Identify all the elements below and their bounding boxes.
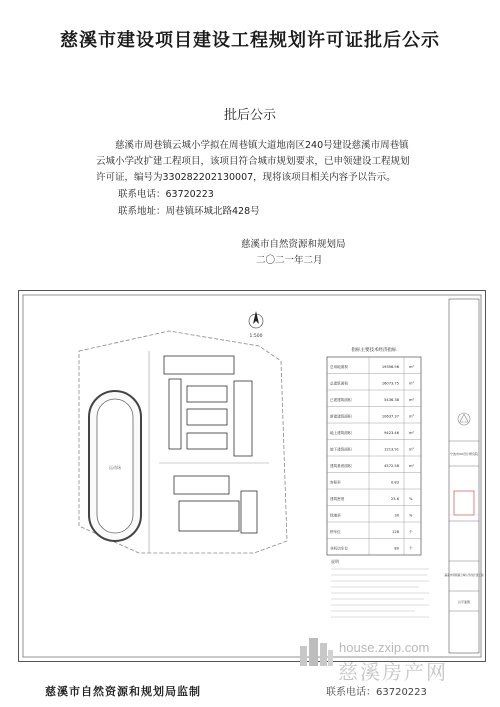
table-cell-label: 绿地率: [330, 513, 341, 518]
table-cell-unit: m²: [409, 464, 414, 469]
table-cell-value: 80: [394, 546, 399, 551]
issue-date: 二〇二一年二月: [256, 255, 323, 266]
table-cell-label: 建筑基底面积: [330, 464, 352, 469]
title-block-project: 慈溪市周巷镇云城小学改扩建工程: [444, 574, 484, 577]
scale-label: 1:500: [249, 334, 263, 339]
notes-block: [331, 558, 429, 617]
table-cell-value: 5436.38: [384, 398, 399, 403]
table-cell-label: 地上建筑面积: [330, 431, 352, 436]
table-cell-label: 建筑密度: [330, 497, 345, 502]
table-cell-value: 4572.58: [384, 464, 399, 469]
table-cell-unit: m²: [409, 431, 414, 436]
table-cell-label: 已建建筑面积: [330, 398, 352, 403]
design-stamp-icon: [458, 413, 470, 425]
building-west-wing: [169, 379, 181, 449]
table-cell-value: 30: [394, 513, 399, 518]
table-cell-value: 9423.46: [384, 431, 399, 436]
approval-stamp-icon: [454, 491, 474, 515]
table-cell-value: 10637.37: [381, 414, 399, 419]
site-plan-drawing: [18, 290, 486, 662]
table-cell-label: 总建筑面积: [330, 381, 348, 386]
title-block-drawing: 总平面图: [457, 600, 471, 604]
table-cell-unit: m²: [409, 365, 414, 370]
building-classroom-b: [187, 409, 227, 425]
footer-issuer: 慈溪市自然资源和规划局监制: [45, 685, 201, 698]
title-block: [445, 299, 484, 653]
watermark-name: 慈溪房产网: [338, 660, 448, 684]
site-plan-svg: [19, 291, 485, 661]
building-classroom-a: [187, 386, 227, 402]
notice-body: 慈溪市周巷镇云城小学拟在周巷镇大道地南区240号建设慈溪市周巷镇云城小学改扩建工程项目，该项目符合城市规划要求，已申领建设工程规划许可证，编号为330282202130007，现将该项目相关内容予以告示。: [96, 140, 410, 183]
building-south-a: [174, 476, 229, 494]
table-cell-unit: %: [409, 513, 413, 518]
building-east-wing: [234, 381, 252, 456]
table-cell-value: 128: [392, 530, 399, 535]
notice-title: 慈溪市建设项目建设工程规划许可证批后公示: [60, 30, 440, 51]
building-south-c: [241, 491, 257, 533]
title-block-firm: 宁波市XX设计研究院: [449, 452, 479, 456]
table-cell-value: 1213.91: [384, 447, 399, 452]
footer-phone: 联系电话：63720223: [326, 687, 427, 698]
table-cell-label: 容积率: [330, 480, 341, 485]
table-cell-label: 非机动车位: [330, 546, 348, 551]
building-classroom-c: [187, 433, 227, 449]
table-cell-unit: 个: [409, 530, 413, 535]
table-cell-value: 23.6: [390, 497, 399, 502]
table-cell-label: 总用地面积: [330, 365, 348, 370]
notes-title: 说明: [331, 559, 339, 564]
table-cell-label: 新建建筑面积: [330, 414, 352, 419]
building-north: [164, 356, 234, 374]
table-cell-unit: %: [409, 497, 413, 502]
building-south-b: [179, 501, 239, 531]
table-cell-unit: m²: [409, 447, 414, 452]
table-cell-unit: 个: [409, 546, 413, 551]
tech-index-table: [327, 346, 421, 555]
table-cell-label: 停车位: [330, 530, 341, 535]
table-cell-label: 地下建筑面积: [330, 447, 352, 452]
table-cell-value: 0.83: [390, 480, 399, 485]
north-arrow-icon: [249, 311, 263, 328]
watermark-site: house.zxip.com: [339, 640, 430, 655]
field-label: 运动场: [109, 465, 121, 470]
table-cell-unit: m²: [409, 414, 414, 419]
table-cell-value: 19356.96: [381, 365, 399, 370]
table-title: 指标主要技术经济指标: [351, 348, 397, 353]
issuer-name: 慈溪市自然资源和规划局: [241, 239, 346, 250]
contact-address: 联系地址：周巷镇环城北路428号: [118, 206, 260, 217]
table-cell-value: 16073.75: [381, 381, 399, 386]
table-cell-unit: m²: [409, 381, 414, 386]
table-cell-unit: m²: [409, 398, 414, 403]
notice-subtitle: 批后公示: [223, 108, 276, 123]
contact-phone: 联系电话：63720223: [118, 189, 214, 200]
watermark-building-icon: [298, 634, 334, 670]
